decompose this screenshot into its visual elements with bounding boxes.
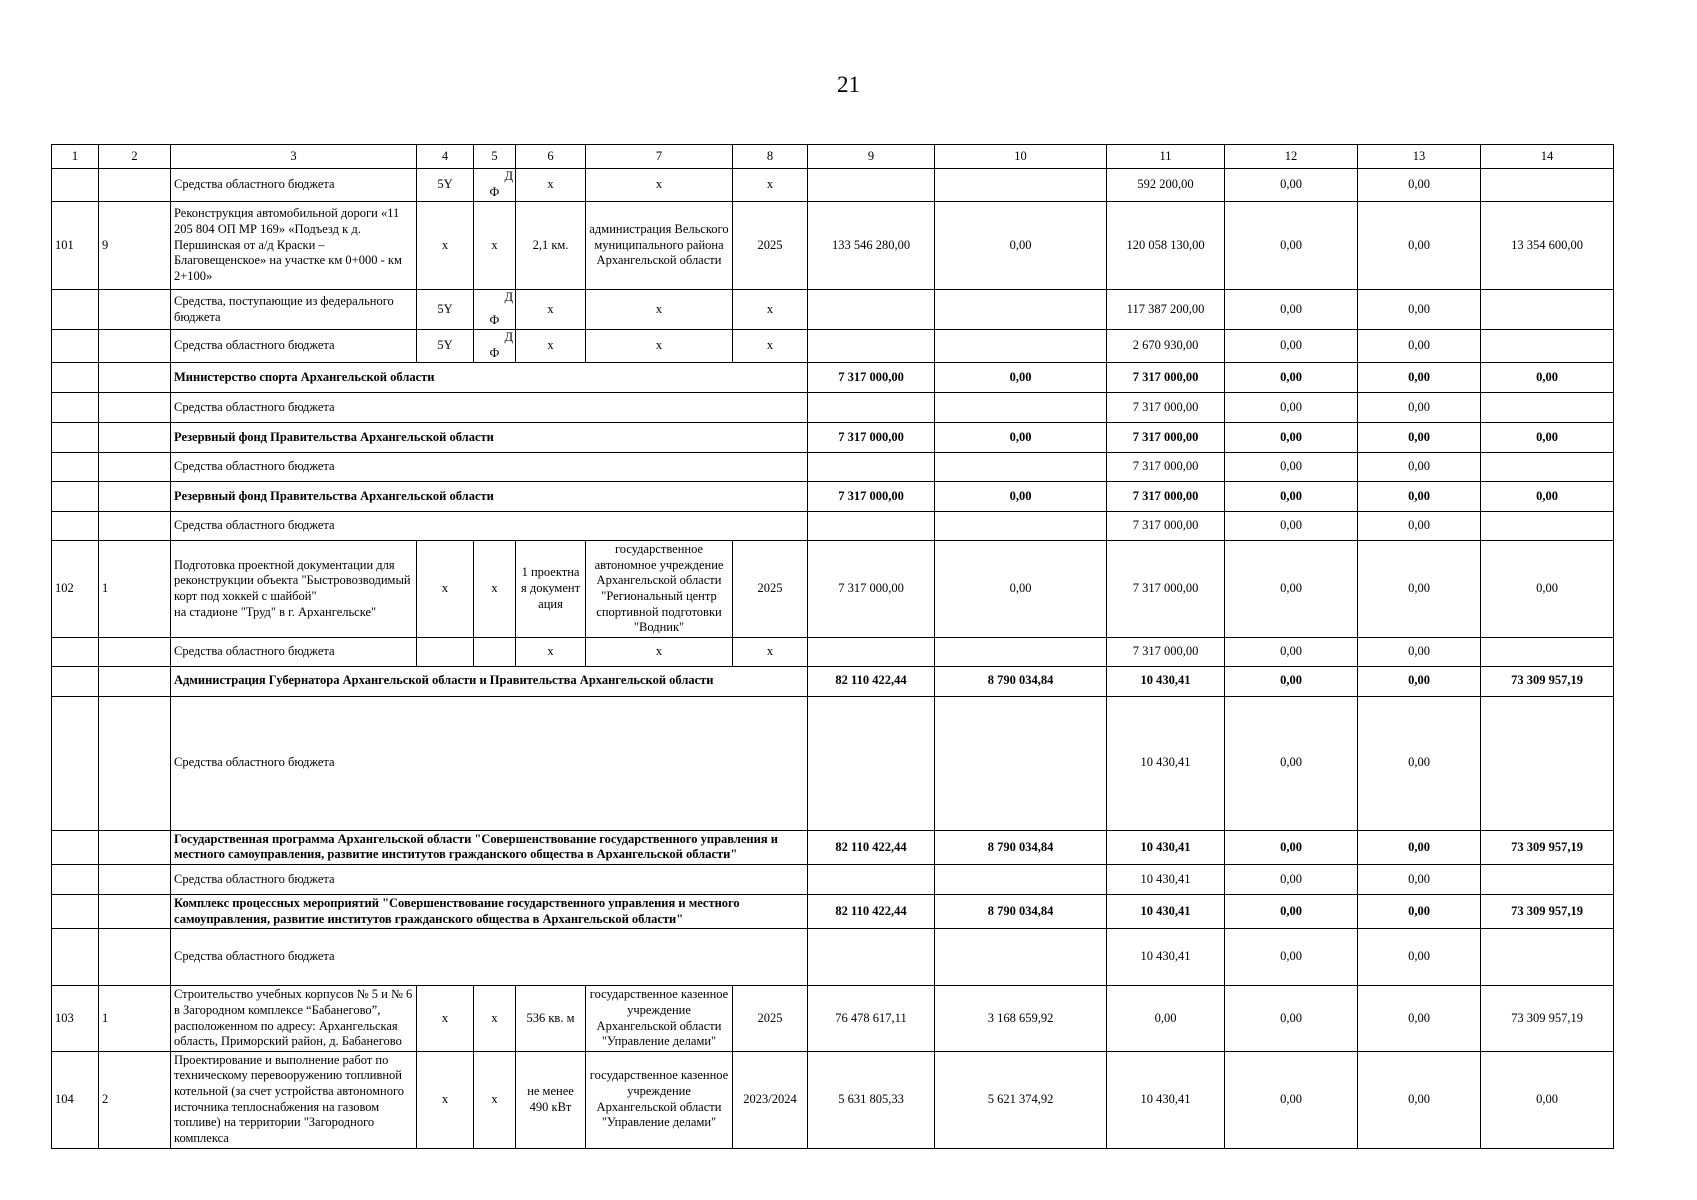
column-header: 13 — [1358, 145, 1481, 169]
amount-cell: 0,00 — [1358, 696, 1481, 830]
amount-cell: 7 317 000,00 — [1107, 512, 1225, 541]
funding-source-row — [52, 169, 1614, 202]
table-cell — [52, 393, 99, 423]
table-cell: x — [733, 330, 808, 363]
amount-cell: 7 317 000,00 — [1107, 423, 1225, 453]
amount-cell: 8 790 034,84 — [935, 830, 1107, 864]
amount-cell: 7 317 000,00 — [808, 363, 935, 393]
row-number: 103 — [52, 986, 99, 1052]
table-cell — [99, 696, 171, 830]
table-cell — [99, 453, 171, 482]
item-number: 2 — [99, 1051, 171, 1148]
table-cell: 2025 — [733, 986, 808, 1052]
column-header: 6 — [516, 145, 586, 169]
funding-source-label: Средства областного бюджета — [171, 929, 808, 986]
amount-cell: 5 631 805,33 — [808, 1051, 935, 1148]
funding-source-row — [52, 865, 1614, 895]
section-row — [52, 666, 1614, 696]
code-d: Д — [504, 290, 513, 304]
amount-cell: 0,00 — [1358, 637, 1481, 666]
table-cell — [52, 453, 99, 482]
amount-cell: 10 430,41 — [1107, 696, 1225, 830]
table-cell — [52, 865, 99, 895]
table-cell: 2023/2024 — [733, 1051, 808, 1148]
section-row — [52, 423, 1614, 453]
table-cell: государственное автономное учреждение Архангельской области "Региональный центр спортивной подготовки "Водник" — [586, 541, 733, 638]
table-cell — [52, 290, 99, 330]
amount-cell — [935, 330, 1107, 363]
table-cell: администрация Вельского муниципального района Архангельской области — [586, 202, 733, 290]
table-cell: государственное казенное учреждение Архангельской области "Управление делами" — [586, 986, 733, 1052]
amount-cell: 0,00 — [1358, 482, 1481, 512]
section-title: Комплекс процессных мероприятий "Совершенствование государственного управления и местного самоуправления, развитие институтов гражданского общества в Архангельской области" — [171, 895, 808, 929]
funding-source-label: Средства областного бюджета — [171, 453, 808, 482]
amount-cell: 7 317 000,00 — [1107, 637, 1225, 666]
table-cell — [99, 363, 171, 393]
table-cell: x — [417, 986, 474, 1052]
amount-cell: 7 317 000,00 — [1107, 541, 1225, 638]
object-name: Подготовка проектной документации для реконструкции объекта "Быстровозводимый корт под хоккей с шайбой" на стадионе "Труд" в г. Архангельске" — [171, 541, 417, 638]
table-cell: x — [516, 330, 586, 363]
table-cell — [99, 482, 171, 512]
table-cell: x — [516, 169, 586, 202]
amount-cell: 73 309 957,19 — [1481, 895, 1614, 929]
column-header: 1 — [52, 145, 99, 169]
table-cell — [52, 169, 99, 202]
table-cell — [1481, 637, 1614, 666]
amount-cell: 592 200,00 — [1107, 169, 1225, 202]
amount-cell: 0,00 — [1225, 895, 1358, 929]
item-number: 1 — [99, 986, 171, 1052]
table-cell: 1 проектна я документ ация — [516, 541, 586, 638]
amount-cell: 10 430,41 — [1107, 865, 1225, 895]
column-header: 4 — [417, 145, 474, 169]
amount-cell: 0,00 — [935, 541, 1107, 638]
amount-cell: 0,00 — [1225, 1051, 1358, 1148]
amount-cell: 10 430,41 — [1107, 929, 1225, 986]
section-row — [52, 482, 1614, 512]
amount-cell: 0,00 — [935, 482, 1107, 512]
amount-cell: 0,00 — [1358, 453, 1481, 482]
amount-cell: 0,00 — [1225, 830, 1358, 864]
amount-cell: 73 309 957,19 — [1481, 986, 1614, 1052]
amount-cell: 0,00 — [1358, 512, 1481, 541]
amount-cell: 2 670 930,00 — [1107, 330, 1225, 363]
table-cell — [52, 929, 99, 986]
column-header: 7 — [586, 145, 733, 169]
table-cell — [935, 637, 1107, 666]
section-title: Резервный фонд Правительства Архангельской области — [171, 423, 808, 453]
amount-cell: 0,00 — [1358, 290, 1481, 330]
column-header: 10 — [935, 145, 1107, 169]
code-f: Ф — [489, 346, 500, 361]
table-cell — [935, 393, 1107, 423]
table-cell — [52, 895, 99, 929]
amount-cell: 0,00 — [1481, 482, 1614, 512]
amount-cell: 0,00 — [1225, 696, 1358, 830]
amount-cell: 13 354 600,00 — [1481, 202, 1614, 290]
amount-cell: 117 387 200,00 — [1107, 290, 1225, 330]
table-cell: 2025 — [733, 202, 808, 290]
table-cell: x — [417, 1051, 474, 1148]
section-title: Государственная программа Архангельской области "Совершенствование государственного управления и местного самоуправления, развитие институтов гражданского общества в Архангельской области" — [171, 830, 808, 864]
amount-cell: 0,00 — [1481, 541, 1614, 638]
amount-cell: 73 309 957,19 — [1481, 830, 1614, 864]
amount-cell: 8 790 034,84 — [935, 895, 1107, 929]
amount-cell: 0,00 — [1358, 929, 1481, 986]
row-number: 102 — [52, 541, 99, 638]
code-df-cell — [474, 169, 516, 202]
amount-cell: 0,00 — [1358, 423, 1481, 453]
table-cell: x — [733, 290, 808, 330]
code-d: Д — [504, 169, 513, 183]
table-cell: x — [474, 1051, 516, 1148]
amount-cell: 0,00 — [1225, 637, 1358, 666]
amount-cell: 7 317 000,00 — [808, 482, 935, 512]
table-cell — [808, 453, 935, 482]
object-name: Строительство учебных корпусов № 5 и № 6 в Загородном комплексе “Бабанегово”, расположенном по адресу: Архангельская область, Приморский район, д. Бабанегово — [171, 986, 417, 1052]
amount-cell: 0,00 — [1358, 363, 1481, 393]
table-cell — [99, 393, 171, 423]
amount-cell: 0,00 — [1225, 202, 1358, 290]
table-cell: x — [516, 290, 586, 330]
table-cell — [474, 637, 516, 666]
amount-cell: 0,00 — [935, 363, 1107, 393]
table-cell — [935, 929, 1107, 986]
amount-cell: 82 110 422,44 — [808, 895, 935, 929]
amount-cell: 76 478 617,11 — [808, 986, 935, 1052]
amount-cell — [808, 290, 935, 330]
table-cell — [1481, 512, 1614, 541]
amount-cell: 10 430,41 — [1107, 1051, 1225, 1148]
amount-cell: 0,00 — [1107, 986, 1225, 1052]
table-cell — [99, 330, 171, 363]
amount-cell: 8 790 034,84 — [935, 666, 1107, 696]
amount-cell: 0,00 — [1358, 865, 1481, 895]
funding-source-label: Средства областного бюджета — [171, 169, 417, 202]
amount-cell — [808, 330, 935, 363]
table-cell: x — [586, 637, 733, 666]
amount-cell: 0,00 — [1225, 330, 1358, 363]
code-cell: 5Y — [417, 169, 474, 202]
column-header: 3 — [171, 145, 417, 169]
section-row — [52, 363, 1614, 393]
amount-cell: 5 621 374,92 — [935, 1051, 1107, 1148]
table-cell — [99, 830, 171, 864]
section-title: Министерство спорта Архангельской области — [171, 363, 808, 393]
table-cell: 536 кв. м — [516, 986, 586, 1052]
page-number: 21 — [837, 72, 860, 97]
funding-source-label: Средства областного бюджета — [171, 512, 808, 541]
budget-table — [51, 144, 1614, 1149]
amount-cell: 73 309 957,19 — [1481, 666, 1614, 696]
amount-cell: 7 317 000,00 — [1107, 453, 1225, 482]
amount-cell: 0,00 — [1225, 393, 1358, 423]
row-number: 101 — [52, 202, 99, 290]
amount-cell: 0,00 — [1358, 830, 1481, 864]
amount-cell — [935, 169, 1107, 202]
amount-cell: 0,00 — [1225, 541, 1358, 638]
amount-cell: 0,00 — [1225, 169, 1358, 202]
header-row — [52, 145, 1614, 169]
table-cell — [808, 696, 935, 830]
column-header: 5 — [474, 145, 516, 169]
table-cell — [99, 169, 171, 202]
amount-cell: 0,00 — [1358, 330, 1481, 363]
object-name: Реконструкция автомобильной дороги «11 205 804 ОП МР 169» «Подъезд к д. Першинская от а/д Краски – Благовещенское» на участке км 0+000 - км 2+100» — [171, 202, 417, 290]
amount-cell — [1481, 290, 1614, 330]
table-cell — [808, 393, 935, 423]
amount-cell: 10 430,41 — [1107, 666, 1225, 696]
funding-source-label: Средства областного бюджета — [171, 330, 417, 363]
object-row — [52, 541, 1614, 638]
funding-source-label: Средства областного бюджета — [171, 637, 417, 666]
code-d: Д — [504, 330, 513, 344]
amount-cell — [1481, 330, 1614, 363]
amount-cell: 0,00 — [1225, 666, 1358, 696]
table-cell — [1481, 865, 1614, 895]
amount-cell: 0,00 — [1358, 169, 1481, 202]
funding-source-row — [52, 696, 1614, 830]
table-cell — [99, 512, 171, 541]
amount-cell: 7 317 000,00 — [808, 541, 935, 638]
table-cell — [99, 895, 171, 929]
code-cell: 5Y — [417, 290, 474, 330]
table-cell — [52, 482, 99, 512]
amount-cell: 0,00 — [1225, 290, 1358, 330]
table-cell: x — [586, 330, 733, 363]
amount-cell: 7 317 000,00 — [808, 423, 935, 453]
amount-cell: 0,00 — [1481, 423, 1614, 453]
code-f: Ф — [489, 185, 500, 200]
code-df-cell — [474, 290, 516, 330]
amount-cell: 0,00 — [1225, 512, 1358, 541]
table-cell — [52, 637, 99, 666]
table-cell — [52, 512, 99, 541]
column-header: 12 — [1225, 145, 1358, 169]
table-cell — [935, 453, 1107, 482]
funding-source-label: Средства областного бюджета — [171, 393, 808, 423]
table-cell — [808, 512, 935, 541]
table-cell — [1481, 453, 1614, 482]
amount-cell: 7 317 000,00 — [1107, 393, 1225, 423]
funding-source-label: Средства областного бюджета — [171, 865, 808, 895]
amount-cell: 10 430,41 — [1107, 830, 1225, 864]
amount-cell: 133 546 280,00 — [808, 202, 935, 290]
amount-cell — [935, 290, 1107, 330]
amount-cell: 0,00 — [1481, 363, 1614, 393]
table-cell — [99, 637, 171, 666]
table-cell: x — [733, 637, 808, 666]
table-cell — [52, 830, 99, 864]
funding-source-row — [52, 453, 1614, 482]
amount-cell: 0,00 — [935, 423, 1107, 453]
table-cell — [1481, 393, 1614, 423]
section-title: Резервный фонд Правительства Архангельской области — [171, 482, 808, 512]
table-cell — [52, 363, 99, 393]
amount-cell — [808, 169, 935, 202]
amount-cell: 0,00 — [935, 202, 1107, 290]
amount-cell: 120 058 130,00 — [1107, 202, 1225, 290]
column-header: 11 — [1107, 145, 1225, 169]
amount-cell: 0,00 — [1225, 482, 1358, 512]
table-cell — [99, 666, 171, 696]
table-cell: x — [417, 202, 474, 290]
table-cell — [52, 696, 99, 830]
table-cell: x — [474, 202, 516, 290]
table-cell — [808, 929, 935, 986]
funding-source-row — [52, 290, 1614, 330]
table-cell — [52, 666, 99, 696]
table-cell: x — [474, 986, 516, 1052]
table-cell: x — [516, 637, 586, 666]
amount-cell: 0,00 — [1225, 929, 1358, 986]
table-cell — [99, 290, 171, 330]
table-cell — [99, 423, 171, 453]
table-cell: x — [586, 169, 733, 202]
object-row — [52, 986, 1614, 1052]
code-df-cell — [474, 330, 516, 363]
amount-cell: 0,00 — [1481, 1051, 1614, 1148]
amount-cell: 0,00 — [1358, 202, 1481, 290]
table-cell: x — [733, 169, 808, 202]
table-cell — [935, 865, 1107, 895]
column-header: 8 — [733, 145, 808, 169]
amount-cell: 0,00 — [1358, 895, 1481, 929]
amount-cell: 0,00 — [1225, 363, 1358, 393]
table-cell — [1481, 696, 1614, 830]
amount-cell — [1481, 169, 1614, 202]
amount-cell: 0,00 — [1358, 1051, 1481, 1148]
amount-cell: 0,00 — [1358, 541, 1481, 638]
code-cell: 5Y — [417, 330, 474, 363]
table-cell — [935, 696, 1107, 830]
table-cell: x — [474, 541, 516, 638]
amount-cell: 0,00 — [1358, 986, 1481, 1052]
amount-cell: 82 110 422,44 — [808, 830, 935, 864]
funding-source-row — [52, 929, 1614, 986]
amount-cell: 0,00 — [1225, 865, 1358, 895]
table-cell — [99, 929, 171, 986]
funding-source-row — [52, 637, 1614, 666]
section-row — [52, 895, 1614, 929]
table-cell — [935, 512, 1107, 541]
funding-source-label: Средства, поступающие из федерального бюджета — [171, 290, 417, 330]
table-cell: 2,1 км. — [516, 202, 586, 290]
table-cell — [808, 637, 935, 666]
table-cell — [417, 637, 474, 666]
code-f: Ф — [489, 313, 500, 328]
funding-source-row — [52, 512, 1614, 541]
column-header: 9 — [808, 145, 935, 169]
amount-cell: 0,00 — [1225, 423, 1358, 453]
funding-source-row — [52, 330, 1614, 363]
column-header: 14 — [1481, 145, 1614, 169]
amount-cell: 82 110 422,44 — [808, 666, 935, 696]
amount-cell: 3 168 659,92 — [935, 986, 1107, 1052]
table-cell: не менее 490 кВт — [516, 1051, 586, 1148]
table-cell — [808, 865, 935, 895]
amount-cell: 7 317 000,00 — [1107, 363, 1225, 393]
table-cell: 2025 — [733, 541, 808, 638]
column-header: 2 — [99, 145, 171, 169]
item-number: 1 — [99, 541, 171, 638]
table-cell — [52, 423, 99, 453]
amount-cell: 0,00 — [1358, 666, 1481, 696]
amount-cell: 0,00 — [1225, 986, 1358, 1052]
table-cell — [52, 330, 99, 363]
funding-source-label: Средства областного бюджета — [171, 696, 808, 830]
object-row — [52, 202, 1614, 290]
funding-source-row — [52, 393, 1614, 423]
table-cell: x — [417, 541, 474, 638]
table-cell: государственное казенное учреждение Архангельской области "Управление делами" — [586, 1051, 733, 1148]
section-row — [52, 830, 1614, 864]
amount-cell: 10 430,41 — [1107, 895, 1225, 929]
object-name: Проектирование и выполнение работ по техническому перевооружению топливной котельной (за счет устройства автономного источника теплоснабжения на газовом топливе) на территории "Загородного комплекса — [171, 1051, 417, 1148]
amount-cell: 7 317 000,00 — [1107, 482, 1225, 512]
table-cell — [1481, 929, 1614, 986]
section-title: Администрация Губернатора Архангельской области и Правительства Архангельской области — [171, 666, 808, 696]
amount-cell: 0,00 — [1225, 453, 1358, 482]
table-cell: x — [586, 290, 733, 330]
amount-cell: 0,00 — [1358, 393, 1481, 423]
object-row — [52, 1051, 1614, 1148]
table-cell — [99, 865, 171, 895]
item-number: 9 — [99, 202, 171, 290]
row-number: 104 — [52, 1051, 99, 1148]
